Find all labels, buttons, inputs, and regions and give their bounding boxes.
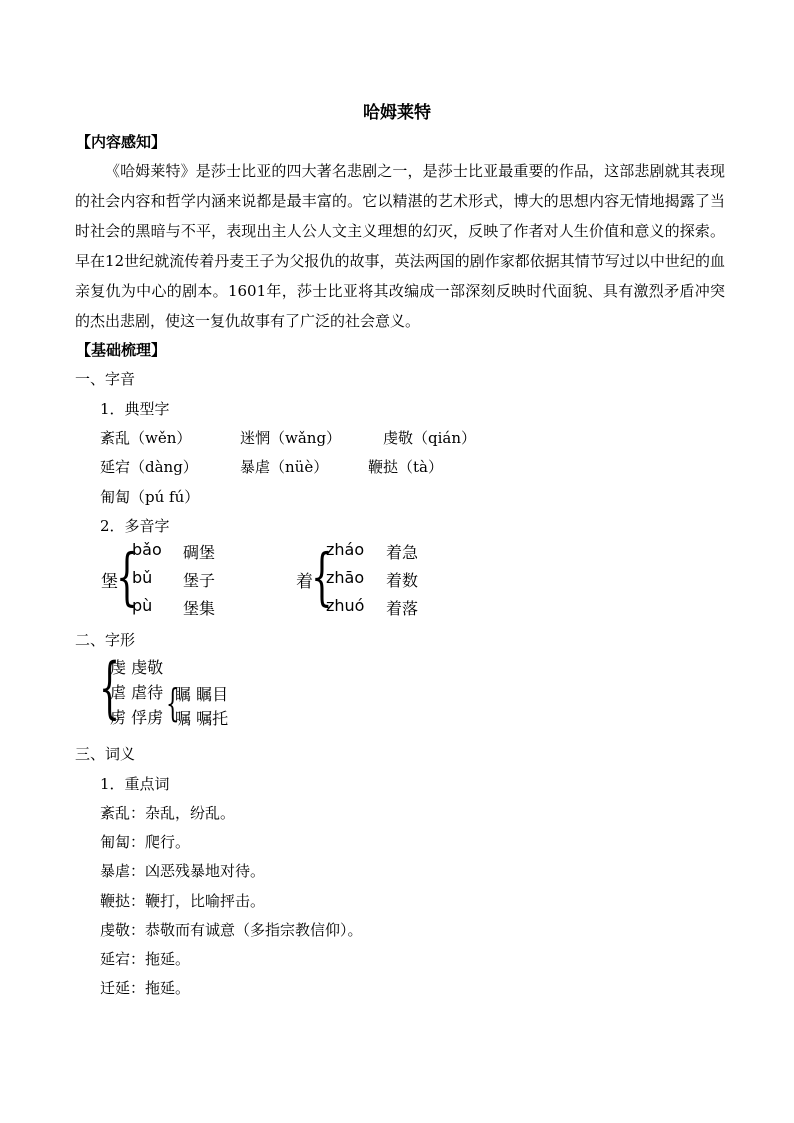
typical-word: 虔敬（qián） bbox=[383, 429, 477, 447]
subsection-heading-zixing: 二、字形 bbox=[75, 631, 136, 649]
typical-word: 鞭挞（tà） bbox=[368, 458, 443, 476]
definition-item: 延宕：拖延。 bbox=[100, 950, 191, 968]
polyphone-char-bao: 堡 bbox=[101, 572, 118, 592]
polyphone-heading: 2．多音字 bbox=[100, 517, 170, 535]
word: 堡集 bbox=[183, 599, 216, 618]
definition-item: 暴虐：凶恶残暴地对待。 bbox=[100, 862, 266, 880]
key-words-heading: 1．重点词 bbox=[100, 775, 170, 793]
typical-word: 迷惘（wǎng） bbox=[240, 429, 342, 447]
subsection-heading-ziyin: 一、字音 bbox=[75, 370, 136, 388]
word: 着落 bbox=[386, 599, 419, 618]
glyph-subrow: 嘱 嘱托 bbox=[175, 709, 229, 728]
section-heading-basics: 【基础梳理】 bbox=[76, 341, 167, 359]
typical-word: 匍匐（pú fú） bbox=[100, 488, 200, 506]
pinyin: zháo bbox=[326, 540, 365, 559]
pinyin: zhuó bbox=[326, 596, 365, 615]
definition-item: 虔敬：恭敬而有诚意（多指宗教信仰）。 bbox=[100, 921, 363, 939]
word: 堡子 bbox=[183, 571, 216, 590]
word: 着急 bbox=[386, 543, 419, 562]
glyph-row: 虔 虔敬 bbox=[110, 658, 164, 677]
definition-item: 紊乱：杂乱，纷乱。 bbox=[100, 804, 236, 822]
document-title: 哈姆莱特 bbox=[363, 103, 431, 123]
pinyin: pù bbox=[132, 596, 153, 615]
typical-chars-heading: 1．典型字 bbox=[100, 400, 170, 418]
pinyin: zhāo bbox=[326, 568, 365, 587]
typical-word: 暴虐（nüè） bbox=[240, 458, 329, 476]
typical-word: 紊乱（wěn） bbox=[100, 429, 192, 447]
intro-paragraph bbox=[75, 156, 725, 336]
left-brace-icon: { bbox=[166, 681, 180, 725]
intro-paragraph-text: 《哈姆莱特》是莎士比亚的四大著名悲剧之一，是莎士比亚最重要的作品，这部悲剧就其表现的社会内容和哲学内涵来说都是最丰富的。它以精湛的艺术形式，博大的思想内容无情地揭露了当时社会的黑暗与不平，表现出主人公人文主义理想的幻灭，反映了作者对人生价值和意义的探索。早在12世纪就流传着丹麦王子为父报仇的故事，英法两国的剧作家都依据其情节写过以中世纪的血亲复仇为中心的剧本。1601年，莎士比亚将其改编成一部深刻反映时代面貌、具有激烈矛盾冲突的杰出悲剧，使这一复仇故事有了广泛的社会意义。 bbox=[75, 162, 725, 330]
pinyin: bǔ bbox=[132, 568, 153, 587]
definition-item: 匍匐：爬行。 bbox=[100, 833, 191, 851]
left-brace-icon: { bbox=[311, 540, 333, 613]
subsection-heading-ciyi: 三、词义 bbox=[75, 745, 136, 763]
word: 碉堡 bbox=[183, 543, 216, 562]
pinyin: bǎo bbox=[132, 540, 162, 559]
word: 着数 bbox=[386, 571, 419, 590]
left-brace-icon: { bbox=[116, 540, 138, 613]
definition-item: 鞭挞：鞭打，比喻抨击。 bbox=[100, 892, 266, 910]
definition-item: 迁延：拖延。 bbox=[100, 979, 191, 997]
left-brace-icon: { bbox=[99, 649, 120, 726]
glyph-row: 虏 俘虏 bbox=[110, 708, 164, 727]
typical-word: 延宕（dàng） bbox=[100, 458, 198, 476]
section-heading-content: 【内容感知】 bbox=[76, 133, 167, 151]
polyphone-char-zhao: 着 bbox=[296, 572, 313, 592]
glyph-row: 虐 虐待 bbox=[110, 683, 164, 702]
glyph-subrow: 瞩 瞩目 bbox=[175, 685, 229, 704]
